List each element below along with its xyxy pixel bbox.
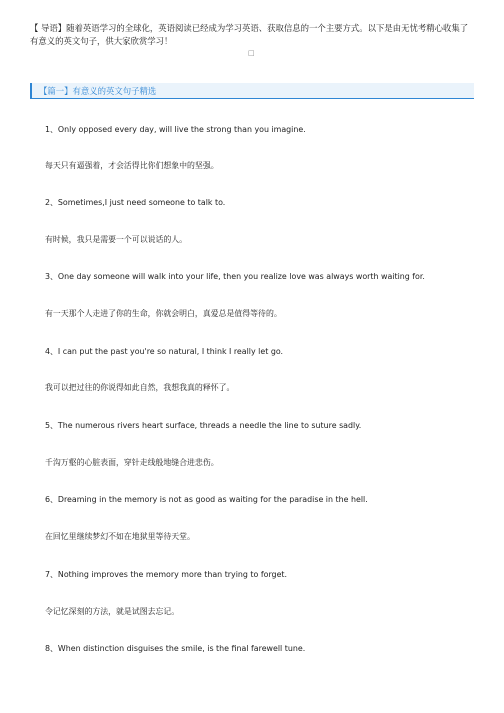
sentence-chinese-4: 我可以把过往的你说得如此自然，我想我真的释怀了。 (45, 383, 235, 392)
sentence-english-6: 6、Dreaming in the memory is not as good as waiting for the paradise in the hell. (45, 495, 368, 504)
sentence-english-4: 4、I can put the past you're so natural, I think I really let go. (45, 347, 284, 356)
sentence-chinese-7: 令记忆深刻的方法，就是试图去忘记。 (45, 607, 180, 616)
small-mark: □ (248, 49, 255, 57)
sentence-english-8: 8、When distinction disguises the smile, is the final farewell tune. (45, 644, 306, 653)
sentence-english-5: 5、The numerous rivers heart surface, threads a needle the line to suture sadly. (45, 421, 362, 430)
sentence-chinese-3: 有一天那个人走进了你的生命，你就会明白，真爱总是值得等待的。 (45, 309, 282, 318)
sentence-chinese-2: 有时候，我只是需要一个可以说话的人。 (45, 235, 188, 244)
sentence-english-1: 1、Only opposed every day, will live the strong than you imagine. (45, 125, 306, 134)
section-title: 【篇一】有意义的英文句子精选 (39, 86, 157, 96)
section-header (30, 83, 474, 99)
sentence-chinese-1: 每天只有逼强着，才会活得比你们想象中的坚强。 (45, 161, 219, 170)
sentence-chinese-6: 在回忆里继续梦幻不如在地狱里等待天堂。 (45, 532, 195, 541)
sentence-english-7: 7、Nothing improves the memory more than trying to forget. (45, 570, 288, 579)
sentence-english-2: 2、Sometimes,I just need someone to talk to. (45, 198, 226, 207)
sentence-english-3: 3、One day someone will walk into your life, then you realize love was always worth waiting for. (45, 272, 425, 281)
sentence-chinese-5: 千沟万壑的心脏表面，穿针走线般地缝合进悲伤。 (45, 458, 219, 467)
intro-paragraph: 【 导语】随着英语学习的全球化，英语阅读已经成为学习英语、获取信息的一个主要方式。以下是由无忧考精心收集了有意义的英文句子，供大家欣赏学习！ (30, 23, 469, 46)
